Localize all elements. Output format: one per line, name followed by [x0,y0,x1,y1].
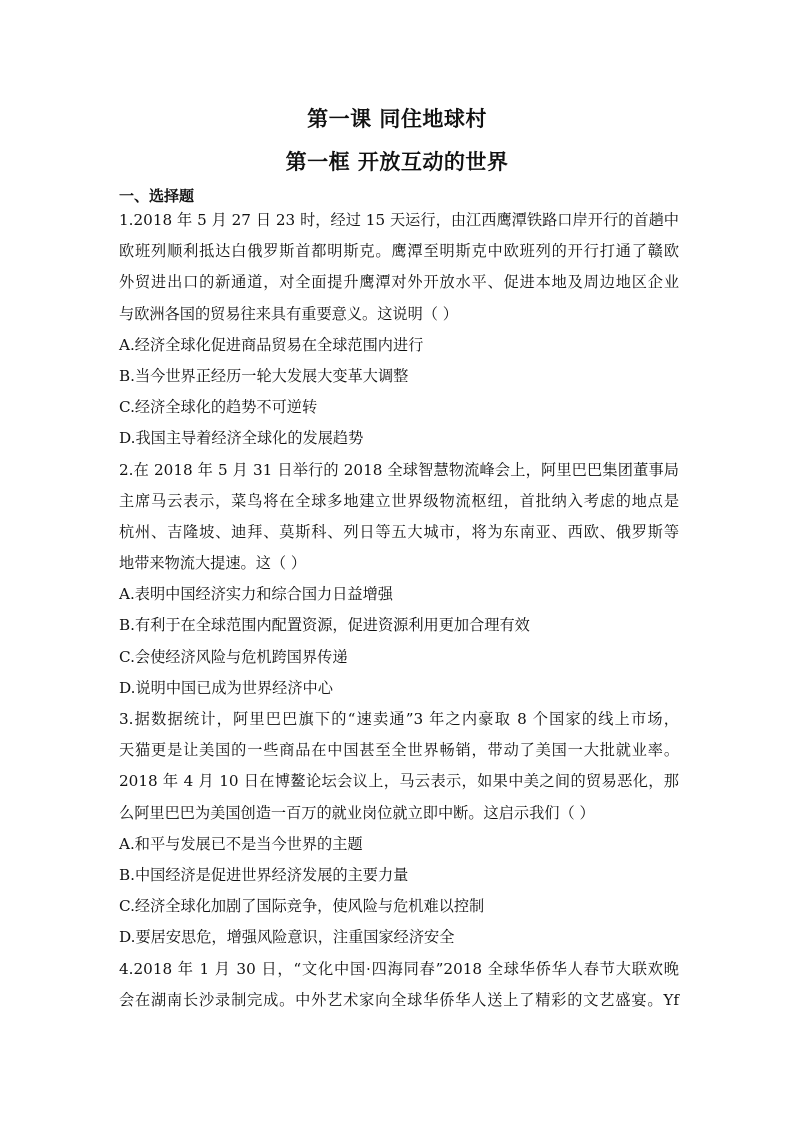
option-a: A.表明中国经济实力和综合国力日益增强 [119,585,393,604]
question-stem-line: 3.据数据统计，阿里巴巴旗下的“速卖通”3 年之内豪取 8 个国家的线上市场， [119,710,679,728]
question-stem-line: 2.在 2018 年 5 月 31 日举行的 2018 全球智慧物流峰会上，阿里巴巴集团董事局 [119,460,679,479]
option-a: A.和平与发展已不是当今世界的主题 [119,834,363,853]
lesson-subtitle: 第一框 开放互动的世界 [285,150,509,174]
question-2 [119,455,679,705]
option-d: D.要居安思危，增强风险意识，注重国家经济安全 [119,928,455,947]
question-stem-line: 欧班列顺利抵达白俄罗斯首都明斯克。鹰潭至明斯克中欧班列的开行打通了赣欧 [119,242,679,261]
question-3 [119,704,679,954]
question-stem-line: 杭州、吉隆坡、迪拜、莫斯科、列日等五大城市，将为东南亚、西欧、俄罗斯等 [119,522,679,541]
question-stem-line: 地带来物流大提速。这（ ） [119,554,307,573]
option-c: C.会使经济风险与危机跨国界传递 [119,647,348,666]
question-stem-line: 与欧洲各国的贸易往来具有重要意义。这说明（ ） [119,304,458,323]
question-stem-line: 1.2018 年 5 月 27 日 23 时，经过 15 天运行，由江西鹰潭铁路口岸开行的首趟中 [119,211,679,229]
question-stem-line: 天猫更是让美国的一些商品在中国甚至全世界畅销，带动了美国一大批就业率。 [119,741,679,760]
option-b: B.有利于在全球范围内配置资源，促进资源利用更加合理有效 [119,616,530,635]
option-d: D.说明中国已成为世界经济中心 [119,678,333,697]
option-c: C.经济全球化加剧了国际竞争，使风险与危机难以控制 [119,897,485,916]
section-heading: 一、选择题 [119,187,195,205]
question-stem-line: 会在湖南长沙录制完成。中外艺术家向全球华侨华人送上了精彩的文艺盛宴。Yf [119,990,679,1009]
option-c: C.经济全球化的趋势不可逆转 [119,398,318,417]
lesson-title: 第一课 同住地球村 [307,107,487,131]
question-stem-line: 主席马云表示，菜鸟将在全球多地建立世界级物流枢纽，首批纳入考虑的地点是 [119,491,679,510]
question-stem-line: 4.2018 年 1 月 30 日，“文化中国·四海同春”2018 全球华侨华人春节大联欢晚 [119,959,679,978]
question-stem-line: 外贸进出口的新通道，对全面提升鹰潭对外开放水平、促进本地及周边地区企业 [119,273,679,292]
question-4 [119,954,679,1016]
option-d: D.我国主导着经济全球化的发展趋势 [119,429,364,448]
option-a: A.经济全球化促进商品贸易在全球范围内进行 [119,335,424,354]
option-b: B.中国经济是促进世界经济发展的主要力量 [119,865,409,884]
question-stem-line: 2018 年 4 月 10 日在博鳌论坛会议上，马云表示，如果中美之间的贸易恶化，那 [119,772,679,791]
option-b: B.当今世界正经历一轮大发展大变革大调整 [119,366,409,385]
question-1 [119,205,679,455]
question-stem-line: 么阿里巴巴为美国创造一百万的就业岗位就立即中断。这启示我们（ ） [119,803,595,822]
question-list [119,205,679,1016]
